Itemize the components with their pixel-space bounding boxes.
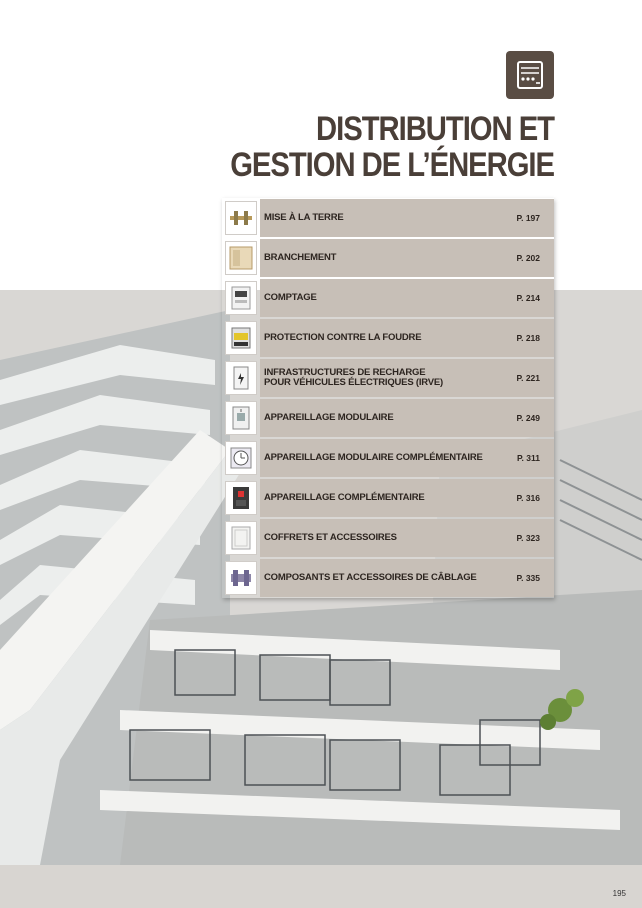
toc-item-label: INFRASTRUCTURES DE RECHARGE POUR VÉHICULES ÉLECTRIQUES (IRVE) [264,367,444,388]
toc-item-page: P. 218 [516,333,540,343]
enclosure-box-icon [225,521,257,555]
toc-item-composants-cablage[interactable] [222,558,554,598]
toc-item-label: APPAREILLAGE MODULAIRE [264,412,394,423]
surge-protector-icon [225,321,257,355]
toc-item-protection-foudre[interactable] [222,318,554,358]
page-number: 195 [612,889,626,898]
toc-item-appareillage-modulaire[interactable] [222,398,554,438]
wiring-components-icon [225,561,257,595]
toc-item-comptage[interactable] [222,278,554,318]
timer-switch-icon [225,441,257,475]
toc-item-label: PROTECTION CONTRE LA FOUDRE [264,332,422,343]
toc-item-page: P. 197 [516,213,540,223]
toc-item-page: P. 335 [516,573,540,583]
toc-item-irve[interactable] [222,358,554,398]
toc-item-page: P. 311 [516,453,540,463]
circuit-breaker-icon [225,401,257,435]
toc-item-coffrets-accessoires[interactable] [222,518,554,558]
toc-item-modulaire-complementaire[interactable] [222,438,554,478]
toc-item-label: BRANCHEMENT [264,252,337,263]
toc-item-label: COMPOSANTS ET ACCESSOIRES DE CÂBLAGE [264,572,477,583]
footer-band [0,865,642,908]
toc-item-page: P. 214 [516,293,540,303]
toc-item-page: P. 221 [516,373,540,383]
table-of-contents [222,198,554,598]
page-title-line-2: GESTION DE L’ÉNERGIE [230,146,555,184]
page-title [193,111,554,183]
electric-meter-icon [225,281,257,315]
toc-item-label: COFFRETS ET ACCESSOIRES [264,532,397,543]
distribution-panel-icon [506,51,554,99]
toc-item-page: P. 316 [516,493,540,503]
toc-item-page: P. 249 [516,413,540,423]
toc-item-label: MISE À LA TERRE [264,212,344,223]
connection-panel-icon [225,241,257,275]
toc-item-label: COMPTAGE [264,292,317,303]
toc-item-label: APPAREILLAGE MODULAIRE COMPLÉMENTAIRE [264,452,483,463]
disconnect-switch-icon [225,481,257,515]
ev-charger-icon [225,361,257,395]
toc-item-appareillage-complementaire[interactable] [222,478,554,518]
earthing-clamp-icon [225,201,257,235]
page-title-line-1: DISTRIBUTION ET [316,110,554,148]
toc-item-label: APPAREILLAGE COMPLÉMENTAIRE [264,492,425,503]
toc-item-mise-a-la-terre[interactable] [222,198,554,238]
toc-item-branchement[interactable] [222,238,554,278]
toc-item-page: P. 323 [516,533,540,543]
toc-item-page: P. 202 [516,253,540,263]
